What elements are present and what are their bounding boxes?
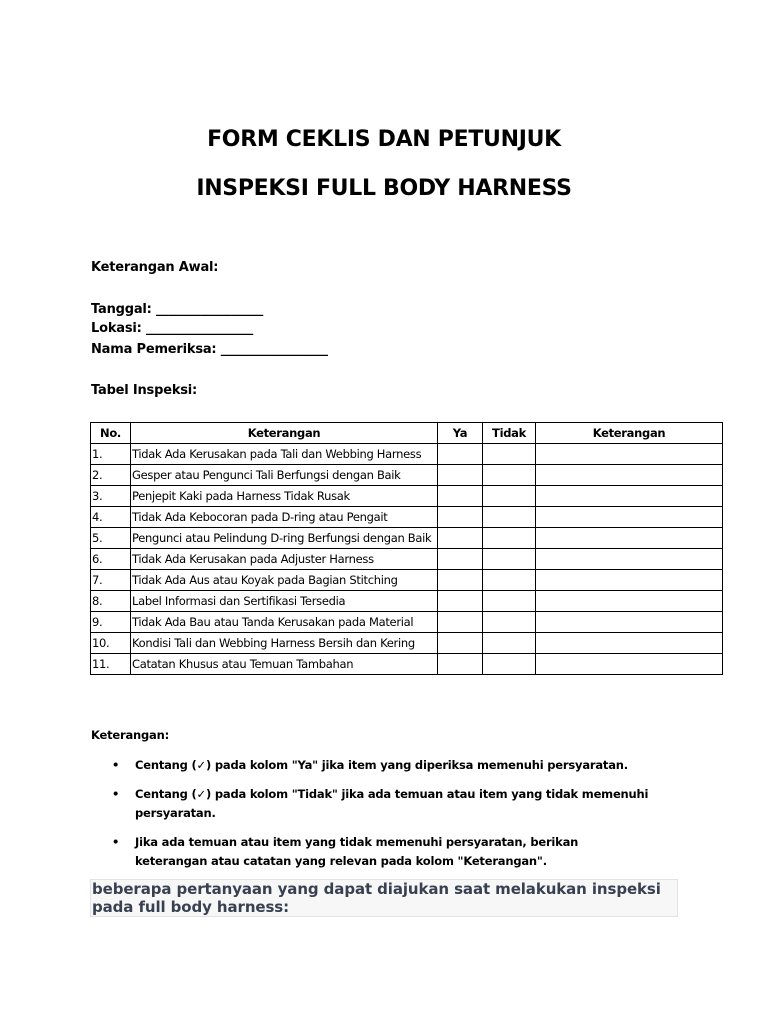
inspection-table	[90, 422, 723, 675]
cell-keterangan[interactable]	[536, 444, 723, 465]
cell-ya[interactable]	[438, 528, 483, 549]
header-keterangan-notes: Keterangan	[536, 423, 723, 444]
cell-ya[interactable]	[438, 465, 483, 486]
header-tidak: Tidak	[483, 423, 536, 444]
cell-keterangan[interactable]	[536, 528, 723, 549]
note-text: Centang (✓) pada kolom "Ya" jika item yang diperiksa memenuhi persyaratan.	[135, 758, 628, 772]
cell-tidak[interactable]	[483, 633, 536, 654]
bullet-icon: •	[112, 758, 120, 772]
cell-keterangan[interactable]	[536, 549, 723, 570]
cell-keterangan[interactable]	[536, 654, 723, 675]
cell-no: 4.	[91, 507, 131, 528]
cell-item: Penjepit Kaki pada Harness Tidak Rusak	[131, 486, 438, 507]
list-item	[91, 833, 651, 871]
cell-tidak[interactable]	[483, 654, 536, 675]
cell-item: Tidak Ada Bau atau Tanda Kerusakan pada Material	[131, 612, 438, 633]
cell-ya[interactable]	[438, 570, 483, 591]
cell-keterangan[interactable]	[536, 591, 723, 612]
cell-ya[interactable]	[438, 444, 483, 465]
cell-keterangan[interactable]	[536, 507, 723, 528]
question-heading-box: beberapa pertanyaan yang dapat diajukan saat melakukan inspeksi pada full body harness:	[90, 879, 678, 917]
cell-no: 7.	[91, 570, 131, 591]
table-row	[91, 654, 723, 675]
table-body	[91, 444, 723, 675]
table-row	[91, 486, 723, 507]
cell-tidak[interactable]	[483, 591, 536, 612]
header-keterangan: Keterangan	[131, 423, 438, 444]
cell-item: Tidak Ada Kerusakan pada Tali dan Webbing Harness	[131, 444, 438, 465]
bullet-icon: •	[112, 787, 120, 801]
cell-ya[interactable]	[438, 549, 483, 570]
cell-keterangan[interactable]	[536, 570, 723, 591]
cell-item: Tidak Ada Kebocoran pada D-ring atau Pengait	[131, 507, 438, 528]
cell-no: 3.	[91, 486, 131, 507]
table-row	[91, 612, 723, 633]
cell-item: Catatan Khusus atau Temuan Tambahan	[131, 654, 438, 675]
cell-item: Tidak Ada Kerusakan pada Adjuster Harness	[131, 549, 438, 570]
cell-item: Kondisi Tali dan Webbing Harness Bersih dan Kering	[131, 633, 438, 654]
form-title: FORM CEKLIS DAN PETUNJUK	[207, 127, 561, 152]
cell-ya[interactable]	[438, 486, 483, 507]
cell-keterangan[interactable]	[536, 633, 723, 654]
cell-tidak[interactable]	[483, 528, 536, 549]
cell-tidak[interactable]	[483, 570, 536, 591]
cell-keterangan[interactable]	[536, 486, 723, 507]
cell-item: Label Informasi dan Sertifikasi Tersedia	[131, 591, 438, 612]
header-no: No.	[91, 423, 131, 444]
cell-ya[interactable]	[438, 612, 483, 633]
cell-no: 1.	[91, 444, 131, 465]
table-row	[91, 507, 723, 528]
list-item	[91, 785, 651, 823]
cell-tidak[interactable]	[483, 507, 536, 528]
cell-tidak[interactable]	[483, 465, 536, 486]
cell-ya[interactable]	[438, 633, 483, 654]
cell-no: 5.	[91, 528, 131, 549]
table-row	[91, 465, 723, 486]
notes-list	[91, 756, 651, 881]
cell-tidak[interactable]	[483, 486, 536, 507]
cell-no: 8.	[91, 591, 131, 612]
tanggal-field: Tanggal: _________________	[91, 302, 264, 317]
cell-no: 10.	[91, 633, 131, 654]
table-row	[91, 528, 723, 549]
nama-pemeriksa-field: Nama Pemeriksa: _________________	[91, 342, 328, 357]
header-ya: Ya	[438, 423, 483, 444]
cell-tidak[interactable]	[483, 444, 536, 465]
table-row	[91, 549, 723, 570]
table-row	[91, 444, 723, 465]
cell-tidak[interactable]	[483, 549, 536, 570]
note-text: Jika ada temuan atau item yang tidak memenuhi persyaratan, berikan keterangan atau catatan yang relevan pada kolom "Keterangan".	[135, 835, 579, 868]
cell-item: Gesper atau Pengunci Tali Berfungsi dengan Baik	[131, 465, 438, 486]
cell-no: 11.	[91, 654, 131, 675]
cell-ya[interactable]	[438, 591, 483, 612]
cell-ya[interactable]	[438, 654, 483, 675]
keterangan-awal-label: Keterangan Awal:	[91, 260, 219, 275]
cell-no: 2.	[91, 465, 131, 486]
table-header-row	[91, 423, 723, 444]
cell-keterangan[interactable]	[536, 465, 723, 486]
tabel-inspeksi-label: Tabel Inspeksi:	[91, 383, 198, 398]
cell-keterangan[interactable]	[536, 612, 723, 633]
cell-item: Tidak Ada Aus atau Koyak pada Bagian Stitching	[131, 570, 438, 591]
bullet-icon: •	[112, 835, 120, 849]
cell-no: 9.	[91, 612, 131, 633]
notes-title: Keterangan:	[91, 728, 170, 742]
cell-no: 6.	[91, 549, 131, 570]
table-row	[91, 591, 723, 612]
table-row	[91, 633, 723, 654]
cell-tidak[interactable]	[483, 612, 536, 633]
table-row	[91, 570, 723, 591]
form-subtitle: INSPEKSI FULL BODY HARNESS	[196, 176, 572, 201]
cell-ya[interactable]	[438, 507, 483, 528]
cell-item: Pengunci atau Pelindung D-ring Berfungsi dengan Baik	[131, 528, 438, 549]
lokasi-field: Lokasi: _________________	[91, 321, 254, 336]
note-text: Centang (✓) pada kolom "Tidak" jika ada temuan atau item yang tidak memenuhi persyaratan.	[135, 787, 649, 820]
list-item	[91, 756, 651, 775]
